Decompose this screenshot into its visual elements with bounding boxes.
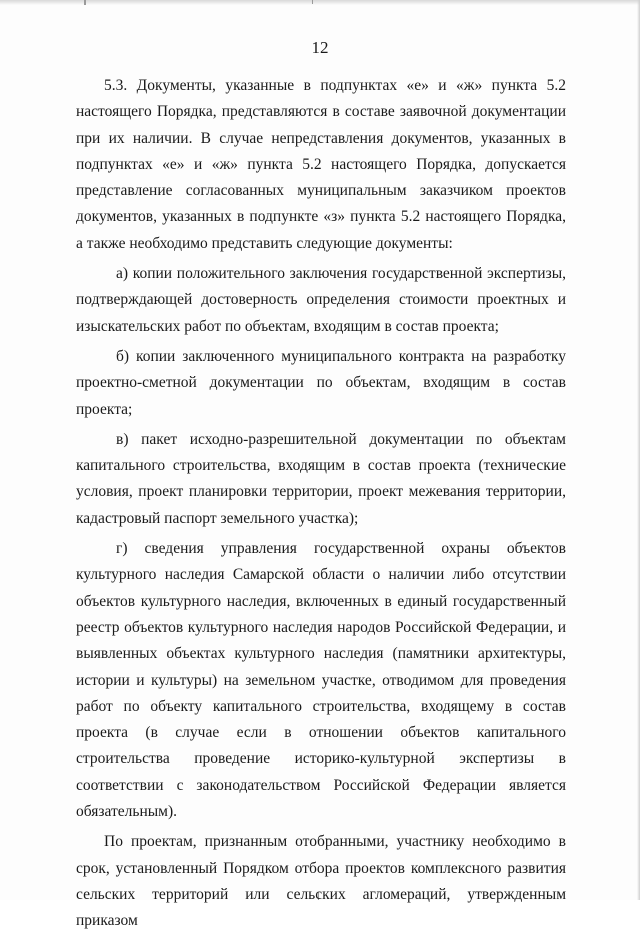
scan-mark xyxy=(84,0,86,5)
paragraph-selected-projects: По проектам, признанным отобранными, участнику необходимо в срок, установленный Порядком отбора проектов комплексного развития сельских территорий или сельских агломераций, утвержденным приказом xyxy=(76,833,566,930)
scan-edge-top xyxy=(0,0,640,5)
document-body xyxy=(76,73,566,939)
paragraph-item-a: а) копии положительного заключения государственной экспертизы, подтверждающей достоверность определения стоимости проектных и изыскательских работ по объектам, входящим в состав проекта; xyxy=(76,265,566,335)
page-number: 12 xyxy=(311,38,329,57)
scan-mark xyxy=(312,0,313,4)
paragraph-item-v: в) пакет исходно-разрешительной документации по объектам капитального строительства, входящим в состав проекта (технические условия, проект планировки территории, проект межевания территории, кадастровый паспорт земельного участка); xyxy=(76,430,566,527)
paragraph-item-b: б) копии заключенного муниципального контракта на разработку проектно-сметной документации по объектам, входящим в состав проекта; xyxy=(76,347,566,418)
paragraph-5-3: 5.3. Документы, указанные в подпунктах «е» и «ж» пункта 5.2 настоящего Порядка, представляются в составе заявочной документации при их наличии. В случае непредставления документов, указанных в подпунктах «е» и «ж» пункта 5.2 настоящего Порядка, допускается представление согласованных муниципальным заказчиком проектов документов, указанных в подпункте «з» пункта 5.2 настоящего Порядка, а также необходимо представить следующие документы: xyxy=(76,77,566,252)
paragraph-item-g: г) сведения управления государственной охраны объектов культурного наследия Самарской области о наличии либо отсутствии объектов культурного наследия, включенных в единый государственный реестр объектов культурного наследия народов Российской Федерации, и выявленных объектах культурного наследия (памятники архитектуры, истории и культуры) на земельном участке, отводимом для проведения работ по объекту капитального строительства, входящему в состав проекта (в случае если в отношении объектов капитального строительства проведение историко-культурной экспертизы в соответствии с законодательством Российской Федерации является обязательным). xyxy=(76,540,566,821)
